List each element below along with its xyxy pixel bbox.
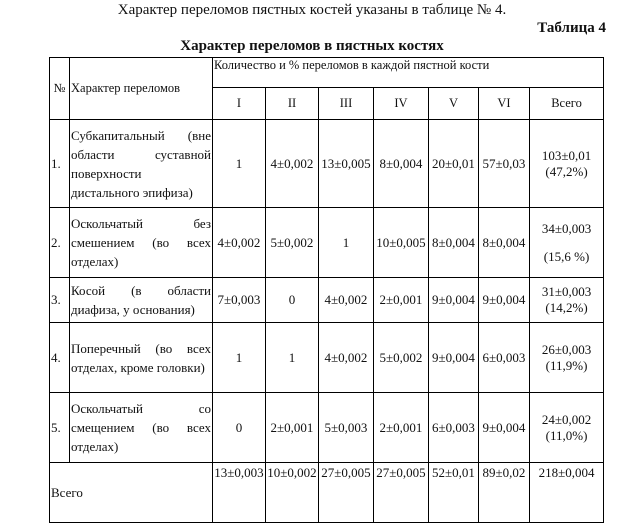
cell-value: 9±0,004 [479,393,530,463]
table-row [50,278,604,323]
header-group: Количество и % переломов в каждой пястной кости [213,58,604,88]
cell-value: 0 [266,278,319,323]
header-col: IV [374,88,429,120]
cell-value: 8±0,004 [479,208,530,278]
total-col-text: 27±0,005 [376,465,426,480]
total-percent: (15,6 %) [543,248,590,264]
total-col-value [266,463,319,523]
cell-total [530,393,604,463]
cell-value: 6±0,003 [429,393,479,463]
total-row [50,463,604,523]
total-row-label: Всего [50,463,213,523]
total-col-text: 89±0,02 [482,465,526,480]
cell-value: 8±0,004 [374,120,429,208]
cell-value: 2±0,001 [266,393,319,463]
intro-text: Характер переломов пястных костей указаны в таблице № 4. [117,2,507,18]
total-col-value [374,463,429,523]
cell-total [530,120,604,208]
cell-value: 1 [319,208,374,278]
total-percent: (11,9%) [545,357,588,373]
header-col: III [319,88,374,120]
cell-value: 2±0,001 [374,278,429,323]
header-row-1 [50,58,604,88]
cell-total [530,278,604,323]
total-value: 26±0,003 [541,341,592,357]
header-type: Характер переломов [70,58,213,120]
cell-value: 9±0,004 [479,278,530,323]
header-col: II [266,88,319,120]
total-col-text: 218±0,004 [538,465,595,480]
cell-total [530,208,604,278]
total-col-text: 13±0,003 [214,465,264,480]
table-row [50,120,604,208]
row-type: Поперечный (во всех отделах, кроме головки) [70,323,213,393]
cell-value: 4±0,002 [213,208,266,278]
total-percent: (47,2%) [545,163,588,179]
total-col-text: 27±0,005 [321,465,371,480]
cell-value: 1 [266,323,319,393]
total-col-value [530,463,604,523]
total-value: 31±0,003 [541,284,592,299]
cell-value: 5±0,002 [266,208,319,278]
total-percent: (11,0%) [545,427,588,443]
header-col: I [213,88,266,120]
cell-value: 0 [213,393,266,463]
cell-value: 57±0,03 [479,120,530,208]
table-row [50,208,604,278]
fracture-table [49,57,604,523]
row-type: Оскольчатый со смещением (во всех отделах) [70,393,213,463]
total-col-value [479,463,530,523]
row-type: Субкапитальный (вне области суставной поверхности дистального эпифиза) [70,120,213,208]
total-value: 34±0,003 [541,220,592,236]
total-col-text: 52±0,01 [432,465,475,480]
table-label: Таблица 4 [537,20,606,36]
table-row [50,393,604,463]
cell-value: 5±0,002 [374,323,429,393]
cell-value: 4±0,002 [319,278,374,323]
cell-value: 7±0,003 [213,278,266,323]
total-col-value [429,463,479,523]
table-title: Характер переломов в пястных костях [180,38,444,54]
total-value: 103±0,01 [541,147,592,163]
cell-value: 20±0,01 [429,120,479,208]
header-col: Всего [530,88,604,120]
row-number: 2. [50,208,70,278]
total-col-value [213,463,266,523]
cell-total [530,323,604,393]
cell-value: 5±0,003 [319,393,374,463]
row-type: Косой (в области диафиза, у основания) [70,278,213,323]
cell-value: 8±0,004 [429,208,479,278]
header-no: № [50,58,70,120]
row-number: 1. [50,120,70,208]
cell-value: 9±0,004 [429,278,479,323]
row-number: 5. [50,393,70,463]
table-row [50,323,604,393]
cell-value: 1 [213,120,266,208]
cell-value: 13±0,005 [319,120,374,208]
cell-value: 4±0,002 [319,323,374,393]
cell-value: 10±0,005 [374,208,429,278]
row-number: 4. [50,323,70,393]
cell-value: 1 [213,323,266,393]
row-number: 3. [50,278,70,323]
cell-value: 4±0,002 [266,120,319,208]
header-col: V [429,88,479,120]
total-col-text: 10±0,002 [267,465,317,480]
total-col-value [319,463,374,523]
header-col: VI [479,88,530,120]
cell-value: 2±0,001 [374,393,429,463]
total-value: 24±0,002 [541,411,592,427]
total-percent: (14,2%) [545,300,588,315]
cell-value: 9±0,004 [429,323,479,393]
row-type: Оскольчатый без смешением (во всех отделах) [70,208,213,278]
cell-value: 6±0,003 [479,323,530,393]
